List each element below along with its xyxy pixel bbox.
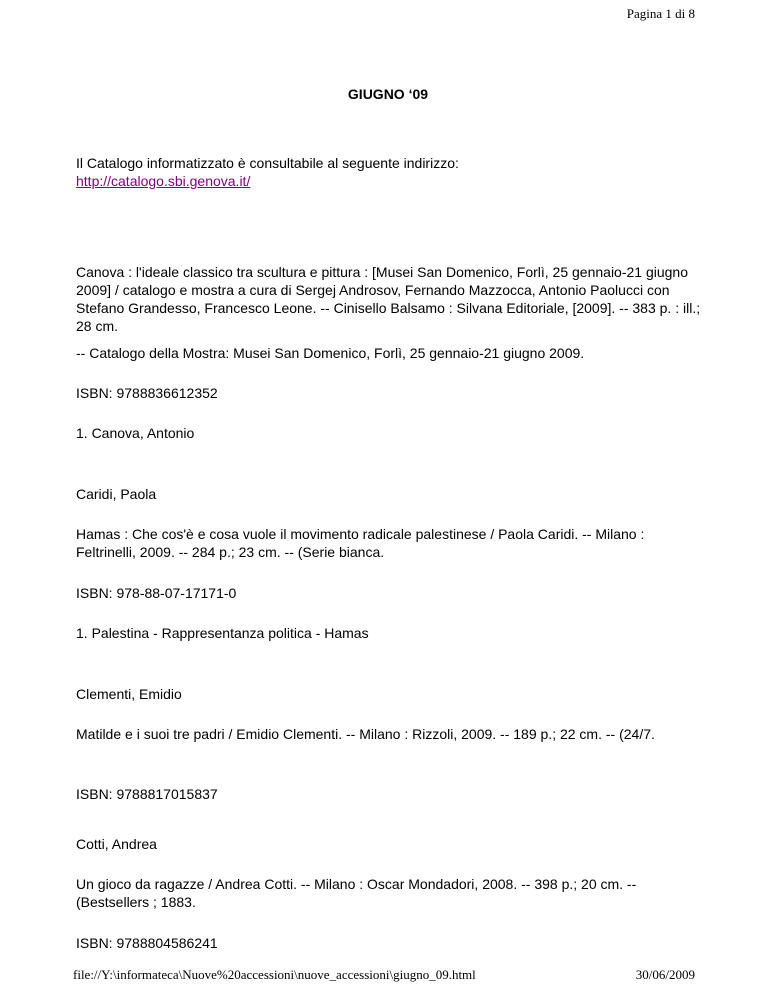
print-date: 30/06/2009 xyxy=(635,967,695,982)
page-indicator: Pagina 1 di 8 xyxy=(626,6,695,21)
entry-4-author: Cotti, Andrea xyxy=(76,836,157,852)
entry-3-isbn: ISBN: 9788817015837 xyxy=(76,786,218,802)
entry-1-subject: 1. Canova, Antonio xyxy=(76,425,195,441)
entry-3-description: Matilde e i suoi tre padri / Emidio Clementi. -- Milano : Rizzoli, 2009. -- 189 p.; 22 cm. -- (24/7. xyxy=(76,726,655,742)
entry-3-author: Clementi, Emidio xyxy=(76,686,182,702)
entry-2-subject: 1. Palestina - Rappresentanza politica - Hamas xyxy=(76,625,369,641)
entry-2-author: Caridi, Paola xyxy=(76,486,157,502)
entry-4-description: Un gioco da ragazze / Andrea Cotti. -- Milano : Oscar Mondadori, 2008. -- 398 p.; 20 cm. -- (Bestsellers ; 1883. xyxy=(76,876,637,910)
intro-text: Il Catalogo informatizzato è consultabile al seguente indirizzo: xyxy=(76,155,459,171)
file-path: file://Y:\informateca\Nuove%20accessioni\nuove_accessioni\giugno_09.html xyxy=(73,967,476,982)
page-title: GIUGNO ‘09 xyxy=(347,86,429,102)
entry-1-note: -- Catalogo della Mostra: Musei San Domenico, Forlì, 25 gennaio-21 giugno 2009. xyxy=(76,345,585,361)
entry-2-isbn: ISBN: 978-88-07-17171-0 xyxy=(76,585,237,601)
entry-2-description: Hamas : Che cos'è e cosa vuole il movimento radicale palestinese / Paola Caridi. -- Milano : Feltrinelli, 2009. -- 284 p.; 23 cm. -- (Serie bianca. xyxy=(76,526,645,560)
page-footer xyxy=(73,967,695,983)
entry-1-description: Canova : l'ideale classico tra scultura e pittura : [Musei San Domenico, Forlì, 25 gennaio-21 giugno 2009] / catalogo e mostra a cura di Sergej Androsov, Fernando Mazzocca, Antonio Paolucci con Stefano Grandesso, Francesco Leone. -- Cinisello Balsamo : Silvana Editoriale, [2009]. -- 383 p. : ill.; 28 cm. xyxy=(76,264,701,334)
entry-1-isbn: ISBN: 9788836612352 xyxy=(76,385,218,401)
intro-section xyxy=(76,154,706,190)
entry-4-isbn: ISBN: 9788804586241 xyxy=(76,935,218,951)
catalog-link[interactable]: http://catalogo.sbi.genova.it/ xyxy=(76,173,251,189)
